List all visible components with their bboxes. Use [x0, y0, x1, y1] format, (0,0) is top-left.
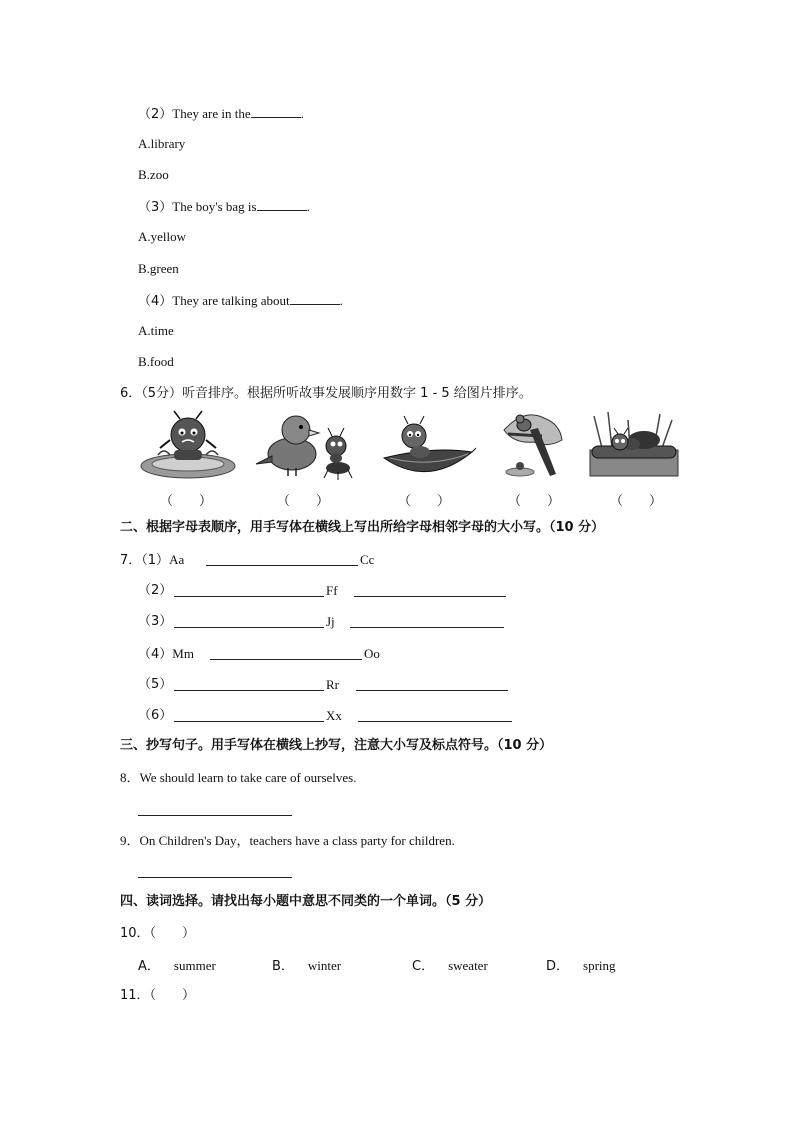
q7-item-6-number: （6） — [138, 708, 173, 723]
q6-answer-paren-5[interactable]: （ ） — [610, 494, 663, 509]
q5-sub4-number: （4） — [138, 294, 173, 309]
ant-in-water-icon — [138, 410, 238, 482]
q5-sub3-option-b[interactable]: B.green — [138, 261, 179, 276]
q6-answer-paren-4[interactable]: （ ） — [508, 494, 561, 509]
q7-item-3-number: （3） — [138, 614, 173, 629]
bird-and-ant-icon — [254, 410, 362, 482]
q5-sub4-text: They are talking about — [172, 293, 290, 308]
q7-item-3-given: Jj — [326, 614, 335, 629]
q6-answer-paren-2[interactable]: （ ） — [277, 494, 330, 509]
q5-sub2-number: （2） — [138, 107, 173, 122]
q7-item-3-blank-before[interactable] — [174, 627, 324, 628]
q5-sub4-period: . — [339, 293, 343, 308]
ant-on-log-icon — [588, 410, 680, 482]
bird-on-branch-icon — [500, 410, 566, 482]
q7-item-5-blank-before[interactable] — [174, 690, 324, 691]
q7-item-4-number: （4） — [138, 647, 173, 662]
q7-item-4-given: Mm — [172, 646, 194, 661]
q5-sub3-option-a[interactable]: A.yellow — [138, 229, 187, 244]
q5-sub2-option-a[interactable]: A.library — [138, 136, 186, 151]
q5-sub4-option-b[interactable]: B.food — [138, 354, 174, 369]
q6-answer-paren-3[interactable]: （ ） — [398, 494, 451, 509]
q10-option-d-word: spring — [583, 958, 616, 973]
q5-sub3 — [138, 198, 310, 216]
q7-item-1-blank[interactable] — [206, 565, 358, 566]
q10-option-c-word: sweater — [448, 958, 488, 973]
q5-sub2-period: . — [300, 106, 304, 121]
q7-item-2-given: Ff — [326, 583, 338, 598]
q8-sentence: 8．We should learn to take care of ourselves. — [120, 770, 357, 785]
q5-sub2 — [138, 105, 304, 123]
section4-title: 四、读词选择。请找出每小题中意思不同类的一个单词。（5 分） — [120, 894, 492, 909]
q10-option-b[interactable] — [272, 958, 341, 975]
q6-prompt: 6．（5分）听音排序。根据所听故事发展顺序用数字 1 - 5 给图片排序。 — [120, 386, 532, 401]
q6-answer-paren-1[interactable]: （ ） — [160, 494, 213, 509]
q7-item-6-blank-after[interactable] — [358, 721, 512, 722]
q8-answer-line[interactable] — [138, 815, 292, 816]
q5-sub3-blank[interactable] — [257, 198, 307, 211]
q5-sub3-text: The boy's bag is — [172, 199, 257, 214]
q7-item-6-given: Xx — [326, 708, 342, 723]
q10-option-a-letter: A． — [138, 959, 160, 974]
q7-item-4-blank[interactable] — [210, 659, 362, 660]
q5-sub2-text: They are in the — [172, 106, 251, 121]
q7-item-5-number: （5） — [138, 677, 173, 692]
q10-option-d-letter: D． — [546, 959, 570, 974]
q7-item-2-number: （2） — [138, 583, 173, 598]
q5-sub4-blank[interactable] — [290, 292, 340, 305]
q5-sub2-blank[interactable] — [251, 105, 301, 118]
section2-title: 二、根据字母表顺序，用手写体在横线上写出所给字母相邻字母的大小写。（10 分） — [120, 520, 605, 535]
q7-item-1 — [120, 552, 184, 569]
q7-item-2-blank-before[interactable] — [174, 596, 324, 597]
q7-item-5-blank-after[interactable] — [356, 690, 508, 691]
q10-option-b-letter: B． — [272, 959, 294, 974]
q7-item-1-after: Cc — [360, 552, 375, 567]
q7-item-5-given: Rr — [326, 677, 339, 692]
q7-item-1-given: Aa — [169, 552, 185, 567]
q7-item-6-blank-before[interactable] — [174, 721, 324, 722]
q7-item-3-blank-after[interactable] — [350, 627, 504, 628]
q9-sentence: 9．On Children's Day，teachers have a class party for children. — [120, 833, 455, 848]
q5-sub4-option-a[interactable]: A.time — [138, 323, 174, 338]
q5-sub2-option-b[interactable]: B.zoo — [138, 167, 169, 182]
q5-sub3-period: . — [306, 199, 310, 214]
q7-item-4-after: Oo — [364, 646, 380, 661]
q9-answer-line[interactable] — [138, 877, 292, 878]
q10-number[interactable]: 10．（ ） — [120, 926, 196, 941]
q10-option-a[interactable] — [138, 958, 216, 975]
q10-option-a-word: summer — [173, 958, 216, 973]
q5-sub3-number: （3） — [138, 200, 173, 215]
q10-option-c-letter: C． — [412, 959, 435, 974]
q7-item-4 — [138, 646, 194, 663]
q5-sub4 — [138, 292, 343, 310]
q7-number: 7． — [120, 553, 142, 568]
section3-title: 三、抄写句子。用手写体在横线上抄写，注意大小写及标点符号。（10 分） — [120, 738, 553, 753]
q10-option-d[interactable] — [546, 958, 616, 975]
q11-number[interactable]: 11．（ ） — [120, 988, 196, 1003]
q7-item-1-number: （1） — [141, 553, 170, 568]
q7-item-2-blank-after[interactable] — [354, 596, 506, 597]
q10-option-c[interactable] — [412, 958, 488, 975]
q10-option-b-word: winter — [307, 958, 342, 973]
ant-on-leaf-icon — [380, 410, 476, 482]
